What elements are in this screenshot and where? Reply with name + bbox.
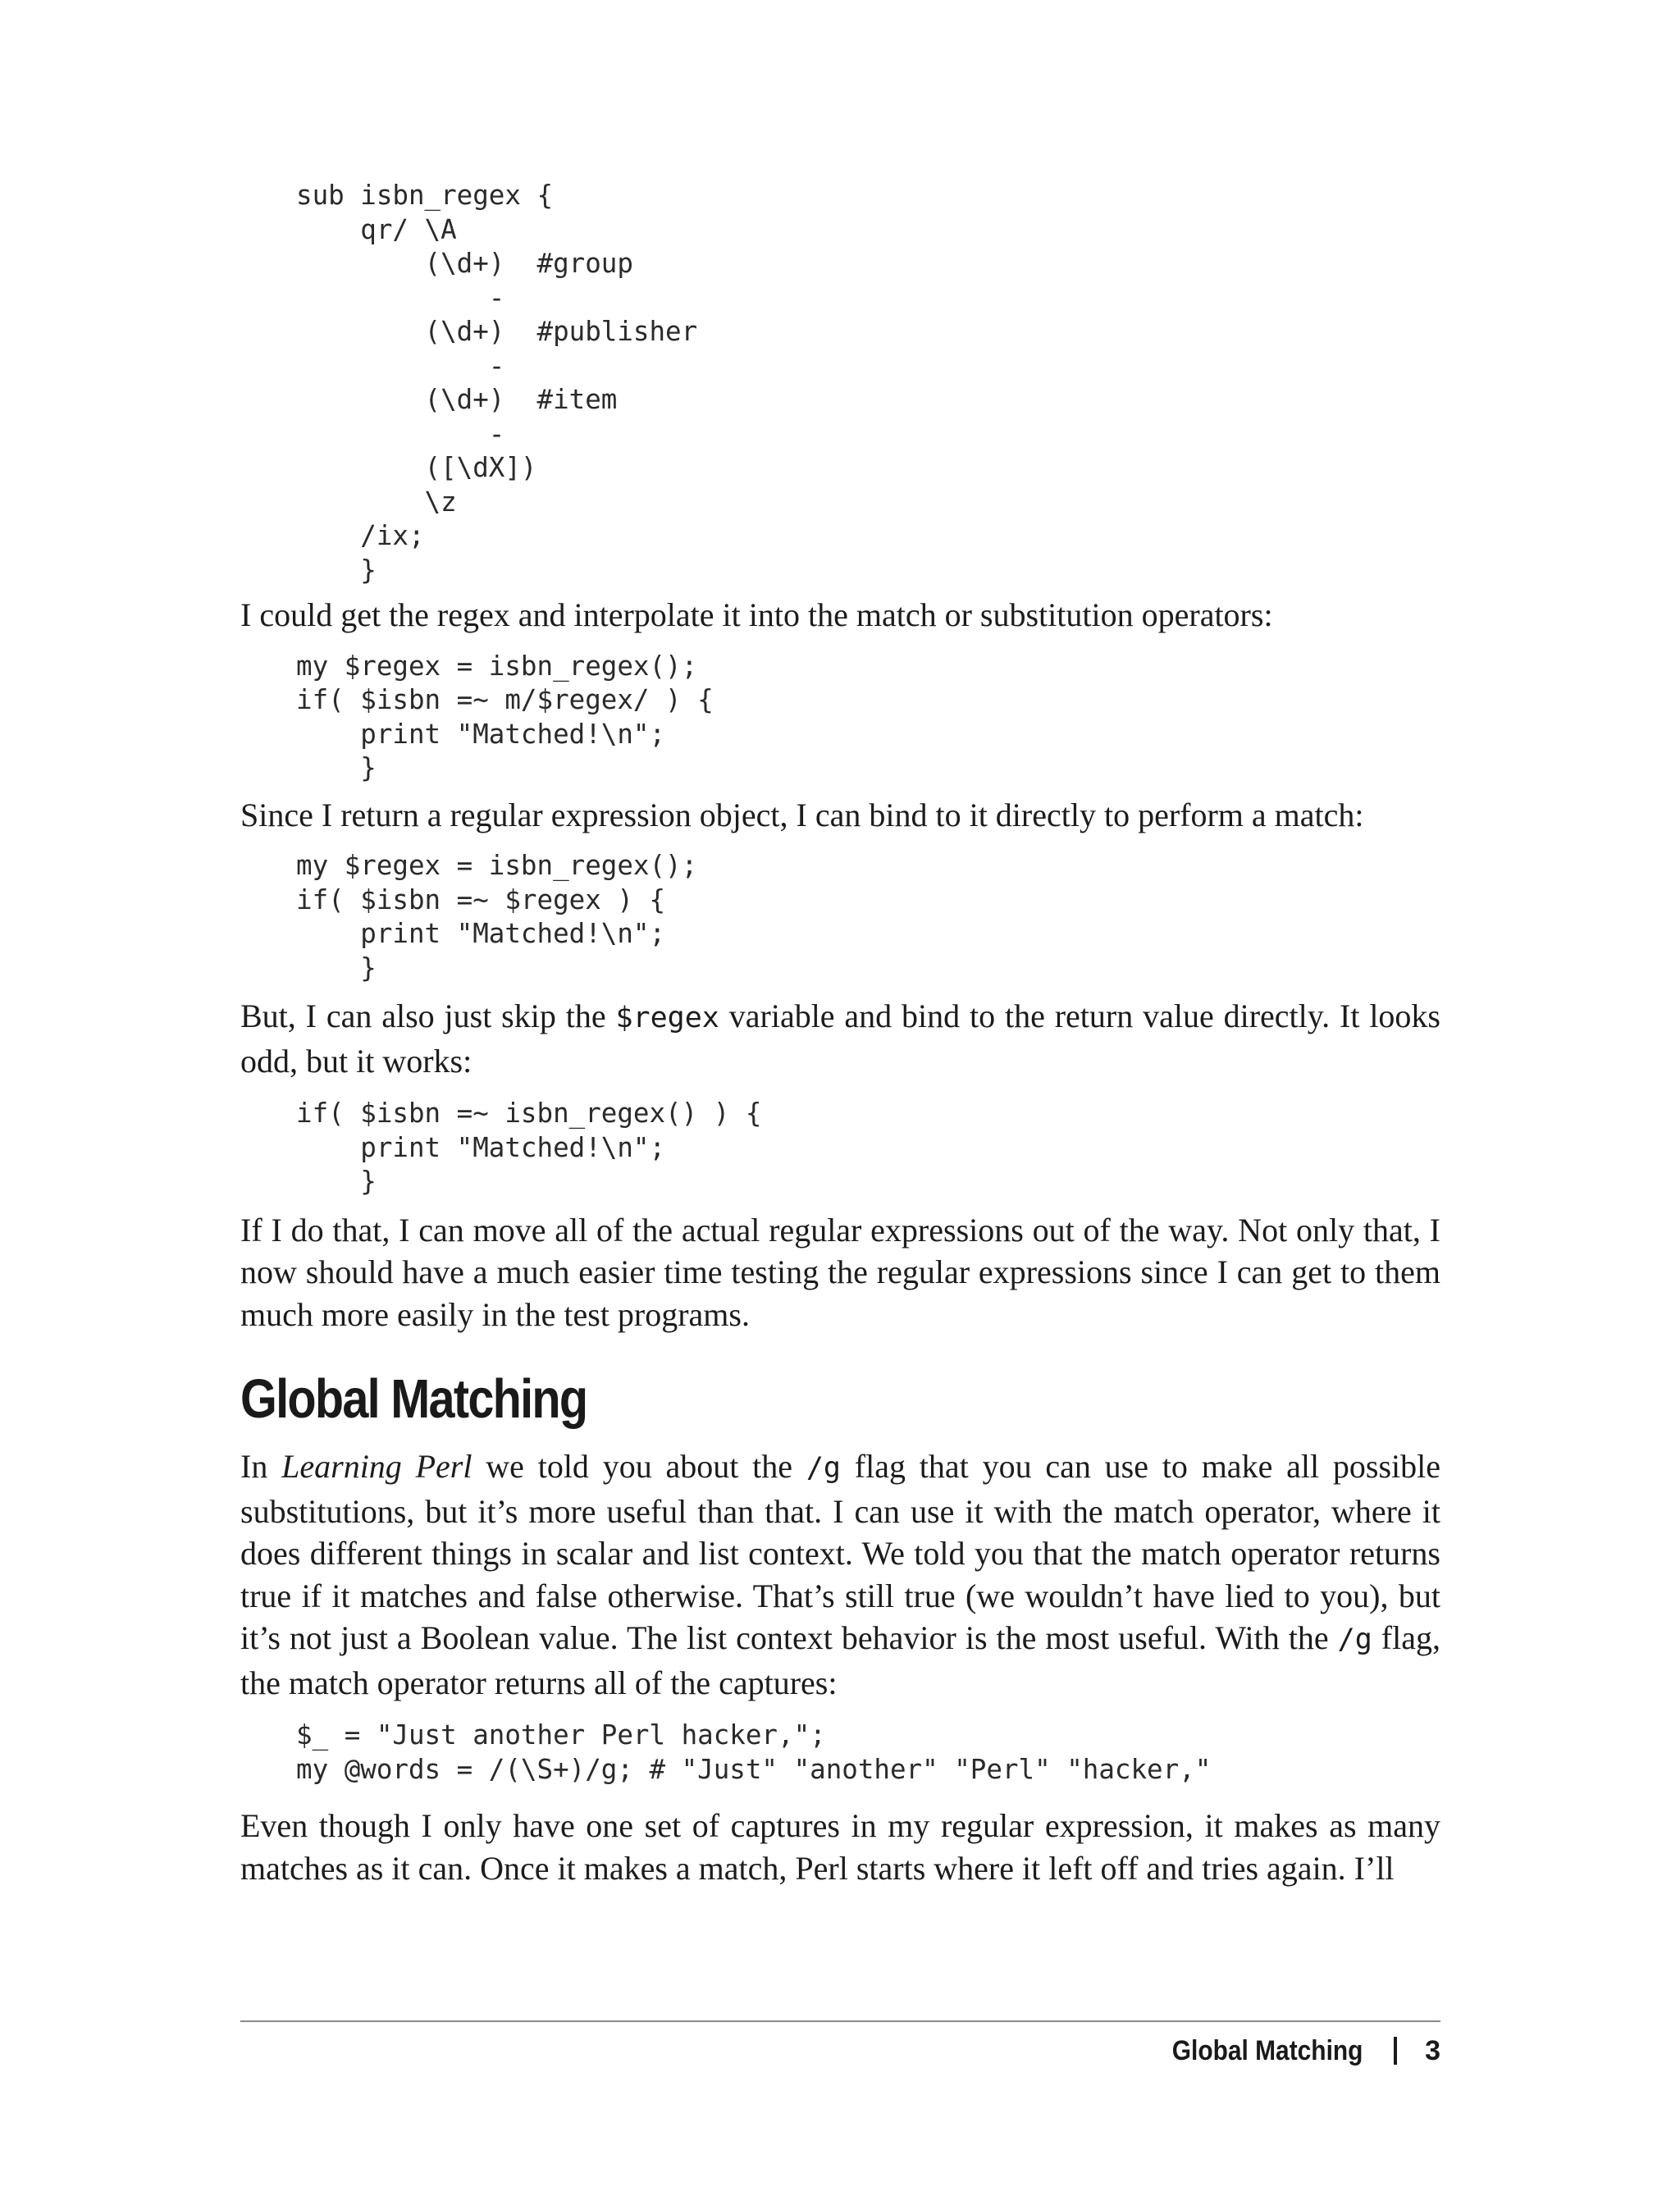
page-footer <box>1146 2033 1440 2069</box>
code-block-interpolate-match: my $regex = isbn_regex(); if( $isbn =~ m/$regex/ ) { print "Matched!\n"; } <box>296 650 714 783</box>
section-heading: Global Matching <box>240 1368 587 1430</box>
code-block-direct-call: if( $isbn =~ isbn_regex() ) { print "Matched!\n"; } <box>296 1098 762 1197</box>
paragraph-global-text-4: flag, the match operator returns all of the captures: <box>240 1619 1440 1701</box>
page-number: 3 <box>1425 2035 1440 2066</box>
footer-separator <box>1394 2037 1397 2065</box>
paragraph-bind-object: Since I return a regular expression object, I can bind to it directly to perform a match: <box>240 796 1364 833</box>
code-block-isbn-regex: sub isbn_regex { qr/ \A (\d+) #group - (\d+) #publisher - (\d+) #item - ([\dX]) \z /ix; } <box>296 180 698 586</box>
code-block-global-match: $_ = "Just another Perl hacker,"; my @words = /(\S+)/g; # "Just" "another" "Perl" "hacker," <box>296 1719 1212 1785</box>
paragraph-even-though: Even though I only have one set of captures in my regular expression, it makes as many matches as it can. Once it makes a match, Perl starts where it left off and tries again. I’ll <box>240 1807 1440 1887</box>
paragraph-skip-variable <box>240 995 1440 1082</box>
footer-divider <box>240 2020 1440 2022</box>
paragraph-skip-variable-text-2: variable and bind to the return value directly. It looks odd, but it works: <box>240 998 1440 1080</box>
paragraph-skip-variable-text-1: But, I can also just skip the <box>240 998 616 1034</box>
paragraph-global-text-3: flag that you can use to make all possible substitutions, but it’s more useful than that. I can use it with the match operator, where it does different things in scalar and list context. We told you that the match operator returns true if it matches and false otherwise. That’s still true (we wouldn’t have lied to you), but it’s not just a Boolean value. The list context behavior is the most useful. With the <box>240 1448 1441 1656</box>
inline-code-regex-variable: $regex <box>615 1002 719 1034</box>
paragraph-global-text-2: we told you about the <box>472 1448 806 1485</box>
inline-code-g-flag-2: /g <box>1337 1623 1372 1656</box>
page-body <box>240 172 1440 1889</box>
book-title-learning-perl: Learning Perl <box>281 1448 472 1485</box>
paragraph-global-text-1: In <box>240 1448 282 1485</box>
footer-section-title: Global Matching <box>1171 2035 1363 2066</box>
paragraph-global-flag <box>240 1445 1440 1704</box>
inline-code-g-flag-1: /g <box>806 1452 842 1485</box>
paragraph-interpolate: I could get the regex and interpolate it into the match or substitution operators: <box>240 596 1273 633</box>
paragraph-move-regexes: If I do that, I can move all of the actual regular expressions out of the way. Not only that, I now should have a much easier time testing the regular expressions since I can get to them much more easily in the test programs. <box>240 1211 1440 1333</box>
code-block-bind-object: my $regex = isbn_regex(); if( $isbn =~ $regex ) { print "Matched!\n"; } <box>296 850 698 984</box>
